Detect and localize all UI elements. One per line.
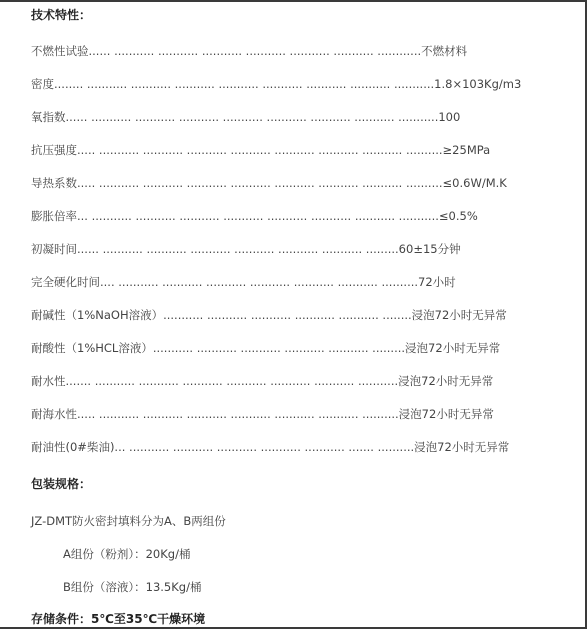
storage-conditions: 存储条件：5℃至35℃干燥环境 (31, 612, 206, 626)
spec-line-initial-setting-time: 初凝时间...... ........... ........... ........... ........... ........... ........... .........60±15分钟 (31, 242, 461, 256)
spec-line-acid-resistance: 耐酸性（1%HCL溶液）........... ........... ........... ........... ........... .........浸泡72小时无异常 (31, 341, 501, 355)
spec-line-full-hardening-time: 完全硬化时间.... ........... ........... ........... ........... ........... ........... ..........72小时 (31, 275, 456, 289)
component-a: A组份（粉剂）：20Kg/桶 (63, 547, 191, 561)
spec-line-density: 密度........ ........... ........... ........... ........... ........... ........... ........... ...........1.8×103Kg/m3 (31, 77, 522, 91)
spec-line-seawater-resistance: 耐海水性..... ........... ........... ........... ........... ........... ........... ..........浸泡72小时无异常 (31, 407, 494, 421)
spec-line-thermal-conductivity: 导热系数..... ........... ........... ........... ........... ........... ........... ........... ..........≤0.6W/M.K (31, 176, 507, 190)
spec-line-oxygen-index: 氧指数...... ........... ........... ........... ........... ........... ........... ........... ...........100 (31, 110, 461, 124)
frame-top-border (0, 0, 587, 2)
spec-line-compressive-strength: 抗压强度..... ........... ........... ........... ........... ........... ........... ........... ..........≥25MPa (31, 143, 491, 157)
spec-line-water-resistance: 耐水性....... ........... ........... ........... ........... ........... ........... ...........浸泡72小时无异常 (31, 374, 494, 388)
component-b: B组份（溶液）：13.5Kg/桶 (63, 580, 202, 594)
packaging-description: JZ-DMT防火密封填料分为A、B两组份 (31, 514, 226, 528)
spec-line-oil-resistance: 耐油性(0#柴油)... ........... ........... ........... ........... ........... ....... ..........浸泡72小时无异常 (31, 440, 510, 454)
spec-line-alkali-resistance: 耐碱性（1%NaOH溶液）........... ........... ........... ........... ........... ........浸泡72小时无异常 (31, 308, 507, 322)
spec-line-noncombustibility: 不燃性试验...... ........... ........... ........... ........... ........... ........... ............不燃材料 (31, 44, 468, 58)
packaging-title: 包装规格： (31, 477, 92, 491)
spec-line-expansion-ratio: 膨胀倍率... ........... ........... ........... ........... ........... ........... ........... ...........≤0.5% (31, 209, 478, 223)
technical-title: 技术特性： (31, 8, 92, 22)
